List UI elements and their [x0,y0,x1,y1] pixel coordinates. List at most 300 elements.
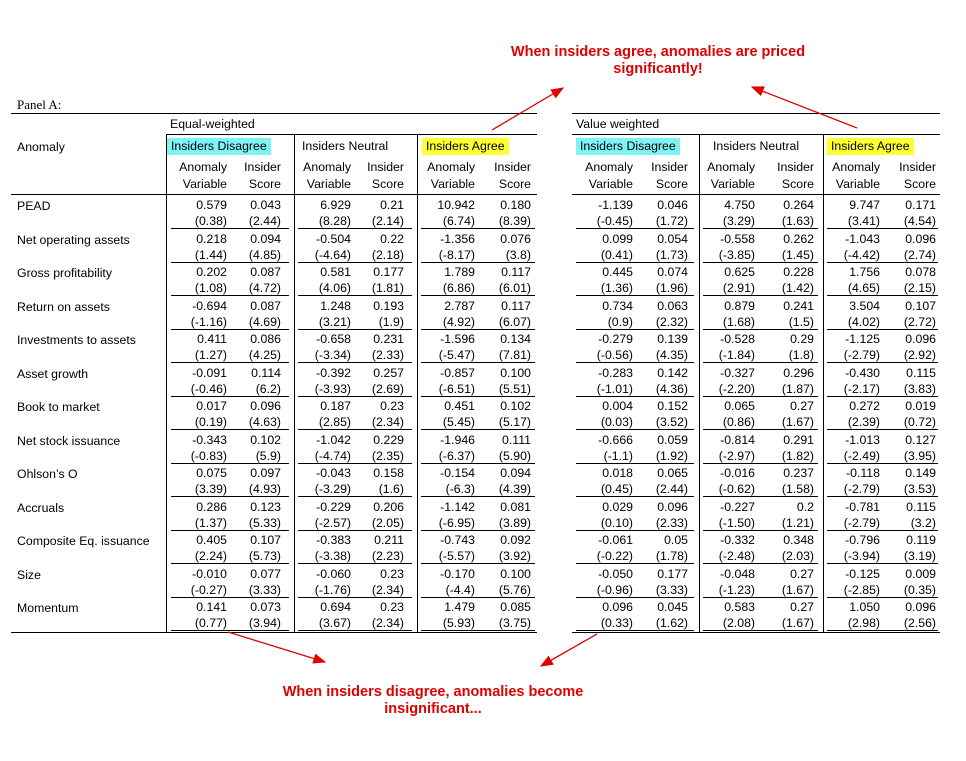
coefficient-value: 0.445 [602,265,633,279]
anomaly-name: Net stock issuance [17,433,121,448]
t-stat-value: (2.05) [371,515,404,530]
coefficient-value: 0.257 [373,365,404,380]
t-stat-value: (-2.48) [718,549,755,563]
t-stat-value: (-1.84) [718,348,755,362]
arrow-from-left-disagree [228,632,325,662]
coefficient-value: -1.946 [440,432,475,447]
coefficient-value: 0.059 [657,432,688,447]
anomaly-name: Accruals [17,500,65,515]
anomaly-name: Investments to assets [17,333,136,347]
t-stat-value: (1.78) [655,549,688,563]
coefficient-value: 1.756 [849,265,880,279]
t-stat-value: (3.41) [847,214,880,228]
anomaly-name: Book to market [17,400,100,414]
t-stat-value: (3.52) [655,415,688,429]
coefficient-value: 0.085 [500,600,531,614]
anomaly-name: Return on assets [17,299,110,314]
coefficient-value: 0.081 [500,499,531,514]
t-stat-value: (-1.16) [190,314,227,329]
t-stat-value: (0.19) [194,415,227,429]
t-stat-value: (6.01) [498,281,531,295]
t-stat-value: (-2.20) [718,381,755,396]
t-stat-value: (4.35) [655,348,688,362]
group-header-neutral: Insiders Neutral [302,139,389,153]
t-stat-value: (3.89) [498,515,531,530]
coefficient-value: 0.241 [783,298,814,313]
coefficient-value: 0.054 [657,231,688,246]
coefficient-value: 0.045 [657,600,688,614]
t-stat-value: (1.8) [788,348,814,362]
t-stat-value: (0.38) [194,214,227,228]
coefficient-value: 0.05 [664,533,688,547]
t-stat-value: (-1.76) [314,582,351,597]
t-stat-value: (4.92) [442,314,475,329]
t-stat-value: (3.2) [910,515,936,530]
subcol-header-line1: Anomaly [303,160,351,174]
coefficient-value: 0.074 [657,265,688,279]
t-stat-value: (5.90) [498,448,531,463]
subcol-header-line2: Score [781,177,814,191]
t-stat-value: (3.67) [318,616,351,630]
coefficient-value: -0.332 [720,533,755,547]
coefficient-value: -1.125 [845,332,880,346]
t-stat-value: (3.29) [722,214,755,228]
t-stat-value: (5.45) [442,415,475,429]
coefficient-value: 0.114 [251,365,281,380]
coefficient-value: 10.942 [437,198,475,212]
t-stat-value: (2.56) [903,616,936,630]
t-stat-value: (-0.83) [190,448,227,463]
t-stat-value: (3.92) [498,549,531,563]
t-stat-value: (-2.17) [843,381,880,396]
t-stat-value: (5.51) [498,381,531,396]
t-stat-value: (1.68) [722,314,755,329]
t-stat-value: (2.34) [371,582,404,597]
t-stat-value: (-2.79) [843,348,880,362]
subcol-header-line2: Score [655,177,688,191]
coefficient-value: 0.099 [602,231,633,246]
subcol-header-line2: Variable [306,177,351,191]
t-stat-value: (4.69) [248,314,281,329]
t-stat-value: (2.03) [781,549,814,563]
coefficient-value: -0.279 [598,332,633,346]
coefficient-value: 0.094 [500,466,531,480]
coefficient-value: 0.076 [500,231,531,246]
t-stat-value: (-5.47) [438,348,475,362]
t-stat-value: (1.27) [194,348,227,362]
coefficient-value: 0.073 [250,600,281,614]
t-stat-value: (2.33) [371,348,404,362]
coefficient-value: 0.096 [602,600,633,614]
t-stat-value: (-2.57) [314,515,351,530]
t-stat-value: (3.19) [903,549,936,563]
coefficient-value: 0.029 [602,499,633,514]
subcol-header-line1: Anomaly [707,160,755,174]
coefficient-value: 0.139 [657,332,688,346]
subcol-header-line2: Variable [588,177,633,191]
coefficient-value: 1.789 [444,265,475,279]
coefficient-value: 0.141 [196,600,227,614]
arrow-from-right-disagree [541,634,597,666]
t-stat-value: (3.33) [248,582,281,597]
t-stat-value: (1.44) [194,247,227,262]
t-stat-value: (2.44) [248,214,281,228]
t-stat-value: (2.34) [371,415,404,429]
subcol-header-line1: Insider [651,160,688,174]
anomaly-name: Gross profitability [17,266,112,280]
group-header-agree: Insiders Agree [827,138,914,155]
t-stat-value: (-3.34) [314,348,351,362]
t-stat-value: (-8.17) [438,247,475,262]
subcol-header-line1: Insider [367,160,404,174]
anomaly-name: Composite Eq. issuance [17,534,150,548]
t-stat-value: (3.21) [318,314,351,329]
coefficient-value: -0.796 [845,533,880,547]
coefficient-value: 0.117 [501,265,531,279]
t-stat-value: (3.94) [248,616,281,630]
subcol-header-line1: Anomaly [832,160,880,174]
t-stat-value: (5.76) [498,582,531,597]
t-stat-value: (-0.56) [596,348,633,362]
t-stat-value: (5.9) [255,448,281,463]
t-stat-value: (1.82) [781,448,814,463]
t-stat-value: (-0.46) [190,381,227,396]
coefficient-value: -0.327 [720,365,755,380]
coefficient-value: -0.781 [845,499,880,514]
subcol-header-line2: Variable [430,177,475,191]
t-stat-value: (1.62) [655,616,688,630]
t-stat-value: (4.65) [847,281,880,295]
coefficient-value: -0.050 [598,566,633,581]
coefficient-value: 0.004 [602,399,633,413]
coefficient-value: -0.061 [598,533,633,547]
t-stat-value: (0.10) [600,515,633,530]
subcol-header-line1: Insider [899,160,936,174]
coefficient-value: 0.092 [500,533,531,547]
t-stat-value: (4.72) [248,281,281,295]
t-stat-value: (4.06) [318,281,351,295]
coefficient-value: -0.170 [440,566,475,581]
t-stat-value: (1.9) [378,314,404,329]
callout-agree: When insiders agree, anomalies are priced significantly! [510,44,806,77]
coefficient-value: 0.22 [380,231,404,246]
coefficient-value: 0.127 [905,432,936,447]
coefficient-value: -0.229 [316,499,351,514]
callout-disagree: When insiders disagree, anomalies become insignificant... [282,684,584,717]
t-stat-value: (3.39) [194,482,227,496]
coefficient-value: 0.734 [602,298,633,313]
coefficient-value: 0.158 [373,466,404,480]
t-stat-value: (-3.93) [314,381,351,396]
t-stat-value: (2.74) [903,247,936,262]
t-stat-value: (-4.74) [314,448,351,463]
coefficient-value: -1.042 [316,432,351,447]
t-stat-value: (5.73) [248,549,281,563]
coefficient-value: 0.065 [657,466,688,480]
coefficient-value: 1.050 [849,600,880,614]
t-stat-value: (3.83) [903,381,936,396]
t-stat-value: (0.03) [600,415,633,429]
t-stat-value: (-4.4) [445,582,475,597]
t-stat-value: (-2.79) [843,482,880,496]
t-stat-value: (-3.38) [314,549,351,563]
t-stat-value: (3.53) [903,482,936,496]
coefficient-value: 0.134 [500,332,531,346]
anomaly-name: Momentum [17,601,79,615]
t-stat-value: (1.08) [194,281,227,295]
coefficient-value: -0.666 [598,432,633,447]
coefficient-value: 0.23 [380,399,404,413]
coefficient-value: 0.348 [783,533,814,547]
anomaly-name: Size [17,567,41,582]
coefficient-value: -0.383 [316,533,351,547]
t-stat-value: (2.72) [903,314,936,329]
coefficient-value: 0.096 [905,600,936,614]
t-stat-value: (0.33) [600,616,633,630]
coefficient-value: 0.202 [196,265,227,279]
coefficient-value: 0.115 [906,365,936,380]
coefficient-value: 0.117 [501,298,531,313]
coefficient-value: 0.152 [657,399,688,413]
t-stat-value: (2.44) [655,482,688,496]
coefficient-value: 0.107 [905,298,936,313]
coefficient-value: 0.451 [444,399,475,413]
t-stat-value: (-3.94) [843,549,880,563]
coefficient-value: 0.096 [250,399,281,413]
coefficient-value: 0.115 [906,499,936,514]
coefficient-value: 0.096 [905,332,936,346]
t-stat-value: (4.25) [248,348,281,362]
t-stat-value: (-0.27) [190,582,227,597]
t-stat-value: (2.39) [847,415,880,429]
coefficient-value: 0.046 [657,198,688,212]
coefficient-value: 1.479 [444,600,475,614]
coefficient-value: 0.078 [905,265,936,279]
t-stat-value: (4.39) [498,482,531,496]
coefficient-value: 0.100 [500,365,531,380]
coefficient-value: 0.102 [250,432,281,447]
coefficient-value: 0.096 [657,499,688,514]
t-stat-value: (4.85) [248,247,281,262]
row-header-anomaly: Anomaly [17,140,65,154]
t-stat-value: (1.73) [655,247,688,262]
t-stat-value: (0.35) [903,582,936,597]
coefficient-value: 0.405 [196,533,227,547]
coefficient-value: 0.694 [320,600,351,614]
t-stat-value: (1.96) [655,281,688,295]
coefficient-value: 0.237 [783,466,814,480]
t-stat-value: (2.69) [371,381,404,396]
coefficient-value: -0.694 [192,298,227,313]
coefficient-value: 0.017 [196,399,227,413]
t-stat-value: (0.41) [600,247,633,262]
coefficient-value: 0.096 [905,231,936,246]
coefficient-value: -0.060 [316,566,351,581]
group-header-disagree: Insiders Disagree [576,138,680,155]
coefficient-value: -0.814 [720,432,755,447]
t-stat-value: (-6.3) [445,482,475,496]
coefficient-value: 0.291 [783,432,814,447]
coefficient-value: 0.142 [657,365,688,380]
coefficient-value: -1.013 [845,432,880,447]
coefficient-value: 0.23 [380,566,404,581]
t-stat-value: (2.33) [655,515,688,530]
panel-label: Panel A: [17,97,62,112]
subcol-header-line2: Variable [710,177,755,191]
coefficient-value: -0.558 [720,231,755,246]
t-stat-value: (-4.64) [314,247,351,262]
t-stat-value: (1.21) [781,515,814,530]
coefficient-value: -0.658 [316,332,351,346]
coefficient-value: 0.171 [905,198,936,212]
coefficient-value: 0.097 [250,466,281,480]
t-stat-value: (4.93) [248,482,281,496]
coefficient-value: 0.218 [196,231,227,246]
coefficient-value: 0.107 [250,533,281,547]
coefficient-value: 0.075 [196,466,227,480]
coefficient-value: 0.272 [849,399,880,413]
group-header-disagree: Insiders Disagree [167,138,271,155]
coefficient-value: -0.091 [192,365,227,380]
coefficient-value: 0.296 [783,365,814,380]
coefficient-value: 0.018 [602,466,633,480]
coefficient-value: 0.27 [790,566,814,581]
t-stat-value: (-2.85) [843,582,880,597]
arrow-to-left-agree [492,88,563,130]
coefficient-value: 0.123 [250,499,281,514]
coefficient-value: 0.149 [905,466,936,480]
t-stat-value: (5.33) [248,515,281,530]
t-stat-value: (-6.37) [438,448,475,463]
t-stat-value: (0.72) [903,415,936,429]
coefficient-value: 0.180 [500,198,531,212]
coefficient-value: 0.21 [380,198,404,212]
t-stat-value: (-5.57) [438,549,475,563]
t-stat-value: (1.72) [655,214,688,228]
coefficient-value: 0.193 [373,298,404,313]
t-stat-value: (3.8) [505,247,531,262]
coefficient-value: 0.111 [502,432,531,447]
coefficient-value: 0.579 [196,198,227,212]
coefficient-value: -0.528 [720,332,755,346]
arrow-to-right-agree [752,87,857,128]
group-header-agree: Insiders Agree [422,138,509,155]
t-stat-value: (8.28) [318,214,351,228]
coefficient-value: -1.043 [845,231,880,246]
t-stat-value: (0.45) [600,482,633,496]
coefficient-value: -0.283 [598,365,633,380]
coefficient-value: 4.750 [724,198,755,212]
coefficient-value: 0.043 [250,198,281,212]
coefficient-value: -0.125 [845,566,880,581]
t-stat-value: (0.9) [607,314,633,329]
t-stat-value: (7.81) [498,348,531,362]
coefficient-value: 2.787 [444,298,475,313]
coefficient-value: 0.065 [724,399,755,413]
t-stat-value: (8.39) [498,214,531,228]
coefficient-value: 0.229 [373,432,404,447]
t-stat-value: (1.37) [194,515,227,530]
coefficient-value: 0.206 [373,499,404,514]
coefficient-value: 0.019 [905,399,936,413]
coefficient-value: 3.504 [849,298,880,313]
t-stat-value: (0.77) [194,616,227,630]
subcol-header-line1: Anomaly [585,160,633,174]
t-stat-value: (-4.42) [843,247,880,262]
t-stat-value: (6.2) [255,381,281,396]
t-stat-value: (1.58) [781,482,814,496]
coefficient-value: 0.100 [500,566,531,581]
t-stat-value: (5.17) [498,415,531,429]
coefficient-value: -0.392 [316,365,351,380]
coefficient-value: -0.048 [720,566,755,581]
subcol-header-line1: Anomaly [179,160,227,174]
t-stat-value: (-6.51) [438,381,475,396]
anomaly-name: PEAD [17,199,51,213]
t-stat-value: (-6.95) [438,515,475,530]
t-stat-value: (4.63) [248,415,281,429]
t-stat-value: (-3.29) [314,482,351,496]
t-stat-value: (1.5) [788,314,814,329]
coefficient-value: -0.857 [440,365,475,380]
coefficient-value: -0.343 [192,432,227,447]
t-stat-value: (-2.49) [843,448,880,463]
t-stat-value: (-0.22) [596,549,633,563]
coefficient-value: 0.009 [905,566,936,581]
anomaly-name: Asset growth [17,366,89,381]
coefficient-value: 1.248 [320,298,351,313]
t-stat-value: (0.86) [722,415,755,429]
coefficient-value: -1.142 [440,499,475,514]
t-stat-value: (1.67) [781,415,814,429]
coefficient-value: -1.139 [598,198,633,212]
t-stat-value: (6.74) [442,214,475,228]
coefficient-value: 0.262 [783,231,814,246]
t-stat-value: (1.63) [781,214,814,228]
anomaly-name: Ohlson’s O [17,467,78,481]
t-stat-value: (-0.62) [718,482,755,496]
coefficient-value: 0.077 [250,566,281,581]
coefficient-value: -0.010 [192,566,227,581]
coefficient-value: -0.743 [440,533,475,547]
coefficient-value: 0.094 [250,231,281,246]
t-stat-value: (2.18) [371,247,404,262]
t-stat-value: (2.23) [371,549,404,563]
t-stat-value: (1.87) [781,381,814,396]
t-stat-value: (1.92) [655,448,688,463]
coefficient-value: -0.430 [845,365,880,380]
t-stat-value: (3.33) [655,582,688,597]
coefficient-value: -0.118 [846,466,880,480]
coefficient-value: -1.356 [440,231,475,246]
t-stat-value: (4.02) [847,314,880,329]
coefficient-value: 0.583 [724,600,755,614]
t-stat-value: (-3.85) [718,247,755,262]
subcol-header-line1: Anomaly [427,160,475,174]
coefficient-value: 0.086 [250,332,281,346]
coefficient-value: 0.411 [197,332,227,346]
subcol-header-line2: Variable [835,177,880,191]
coefficient-value: 0.264 [783,198,814,212]
coefficient-value: 0.119 [906,533,936,547]
t-stat-value: (6.86) [442,281,475,295]
t-stat-value: (-0.96) [596,582,633,597]
t-stat-value: (2.35) [371,448,404,463]
t-stat-value: (1.81) [371,281,404,295]
t-stat-value: (1.6) [378,482,404,496]
coefficient-value: 0.187 [320,399,351,413]
coefficient-value: 0.231 [373,332,404,346]
